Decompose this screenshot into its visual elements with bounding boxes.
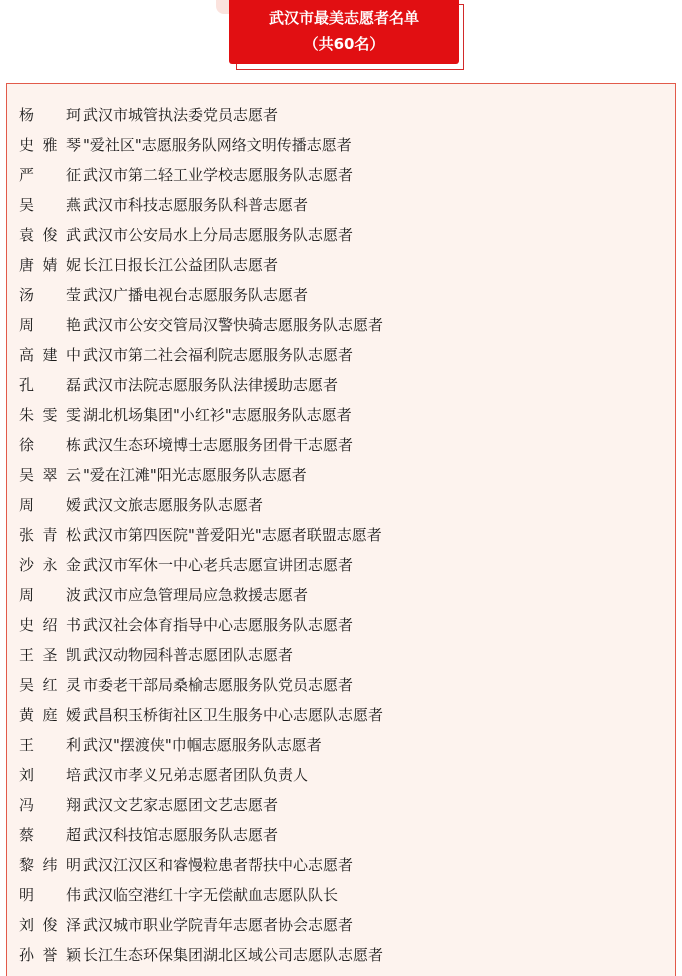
volunteer-affiliation: 武汉动物园科普志愿团队志愿者 <box>83 646 294 664</box>
volunteer-affiliation: 武汉科技馆志愿服务队志愿者 <box>83 826 279 844</box>
volunteer-name: 王 利 <box>19 736 81 754</box>
volunteer-list-frame <box>6 83 676 976</box>
volunteer-affiliation: "爱在江滩"阳光志愿服务队志愿者 <box>83 466 307 484</box>
list-item <box>19 550 659 580</box>
volunteer-affiliation: 市委老干部局桑榆志愿服务队党员志愿者 <box>83 676 354 694</box>
list-item <box>19 220 659 250</box>
volunteer-affiliation: 武汉城市职业学院青年志愿者协会志愿者 <box>83 916 354 934</box>
title-tab-decoration <box>216 0 230 14</box>
volunteer-affiliation: 武汉市第二社会福利院志愿服务队志愿者 <box>83 346 354 364</box>
volunteer-affiliation: 湖北机场集团"小红衫"志愿服务队志愿者 <box>83 406 352 424</box>
list-item <box>19 850 659 880</box>
list-item <box>19 940 659 970</box>
volunteer-name: 严 征 <box>19 166 81 184</box>
volunteer-name: 蔡 超 <box>19 826 81 844</box>
list-item <box>19 280 659 310</box>
volunteer-list <box>19 100 659 970</box>
volunteer-affiliation: "爱社区"志愿服务队网络文明传播志愿者 <box>83 136 352 154</box>
volunteer-name: 孙誉颖 <box>19 946 81 964</box>
list-item <box>19 250 659 280</box>
list-item <box>19 730 659 760</box>
volunteer-name: 刘 培 <box>19 766 81 784</box>
volunteer-name: 沙永金 <box>19 556 81 574</box>
volunteer-affiliation: 武汉江汉区和睿慢粒患者帮扶中心志愿者 <box>83 856 354 874</box>
volunteer-affiliation: 武汉市科技志愿服务队科普志愿者 <box>83 196 309 214</box>
list-item <box>19 400 659 430</box>
volunteer-name: 周 艳 <box>19 316 81 334</box>
header <box>0 0 682 80</box>
list-item <box>19 790 659 820</box>
volunteer-affiliation: 武汉市城管执法委党员志愿者 <box>83 106 279 124</box>
volunteer-name: 史绍书 <box>19 616 81 634</box>
volunteer-name: 黎纬明 <box>19 856 81 874</box>
list-item <box>19 340 659 370</box>
list-item <box>19 190 659 220</box>
list-item <box>19 460 659 490</box>
volunteer-name: 冯 翔 <box>19 796 81 814</box>
list-item <box>19 490 659 520</box>
list-item <box>19 130 659 160</box>
volunteer-name: 汤 莹 <box>19 286 81 304</box>
volunteer-name: 徐 栋 <box>19 436 81 454</box>
volunteer-affiliation: 武汉社会体育指导中心志愿服务队志愿者 <box>83 616 354 634</box>
volunteer-name: 吴红灵 <box>19 676 81 694</box>
list-item <box>19 880 659 910</box>
list-item <box>19 760 659 790</box>
volunteer-name: 唐婧妮 <box>19 256 81 274</box>
volunteer-name: 袁俊武 <box>19 226 81 244</box>
volunteer-name: 周 波 <box>19 586 81 604</box>
volunteer-affiliation: 武汉市公安交管局汉警快骑志愿服务队志愿者 <box>83 316 384 334</box>
volunteer-affiliation: 武汉文艺家志愿团文艺志愿者 <box>83 796 279 814</box>
volunteer-affiliation: 武汉市第四医院"普爱阳光"志愿者联盟志愿者 <box>83 526 382 544</box>
volunteer-affiliation: 武汉市第二轻工业学校志愿服务队志愿者 <box>83 166 354 184</box>
title-banner <box>229 0 459 64</box>
list-item <box>19 670 659 700</box>
volunteer-name: 张青松 <box>19 526 81 544</box>
list-item <box>19 910 659 940</box>
volunteer-name: 高建中 <box>19 346 81 364</box>
list-item <box>19 820 659 850</box>
volunteer-name: 周 嫒 <box>19 496 81 514</box>
list-item <box>19 310 659 340</box>
list-item <box>19 700 659 730</box>
list-item <box>19 430 659 460</box>
list-item <box>19 610 659 640</box>
volunteer-name: 王圣凯 <box>19 646 81 664</box>
page-title: 武汉市最美志愿者名单 <box>268 9 419 27</box>
list-item <box>19 100 659 130</box>
volunteer-affiliation: 武汉临空港红十字无偿献血志愿队队长 <box>83 886 339 904</box>
volunteer-affiliation: 长江日报长江公益团队志愿者 <box>83 256 279 274</box>
volunteer-affiliation: 长江生态环保集团湖北区域公司志愿队志愿者 <box>83 946 384 964</box>
volunteer-affiliation: 武汉市公安局水上分局志愿服务队志愿者 <box>83 226 354 244</box>
volunteer-affiliation: 武汉文旅志愿服务队志愿者 <box>83 496 264 514</box>
volunteer-affiliation: 武昌积玉桥街社区卫生服务中心志愿队志愿者 <box>83 706 384 724</box>
volunteer-name: 吴 燕 <box>19 196 81 214</box>
volunteer-affiliation: 武汉市孝义兄弟志愿者团队负责人 <box>83 766 309 784</box>
volunteer-affiliation: 武汉广播电视台志愿服务队志愿者 <box>83 286 309 304</box>
page-subtitle: （共60名） <box>303 35 385 53</box>
volunteer-affiliation: 武汉市应急管理局应急救援志愿者 <box>83 586 309 604</box>
list-item <box>19 370 659 400</box>
volunteer-name: 明 伟 <box>19 886 81 904</box>
list-item <box>19 640 659 670</box>
volunteer-affiliation: 武汉市军休一中心老兵志愿宣讲团志愿者 <box>83 556 354 574</box>
volunteer-name: 黄庭嫒 <box>19 706 81 724</box>
volunteer-name: 孔 磊 <box>19 376 81 394</box>
volunteer-affiliation: 武汉"摆渡侠"巾帼志愿服务队志愿者 <box>83 736 322 754</box>
list-item <box>19 160 659 190</box>
volunteer-affiliation: 武汉市法院志愿服务队法律援助志愿者 <box>83 376 339 394</box>
volunteer-name: 朱雯雯 <box>19 406 81 424</box>
volunteer-name: 吴翠云 <box>19 466 81 484</box>
volunteer-affiliation: 武汉生态环境博士志愿服务团骨干志愿者 <box>83 436 354 454</box>
list-item <box>19 520 659 550</box>
volunteer-name: 刘俊泽 <box>19 916 81 934</box>
volunteer-name: 杨 珂 <box>19 106 81 124</box>
list-item <box>19 580 659 610</box>
volunteer-name: 史雅琴 <box>19 136 81 154</box>
